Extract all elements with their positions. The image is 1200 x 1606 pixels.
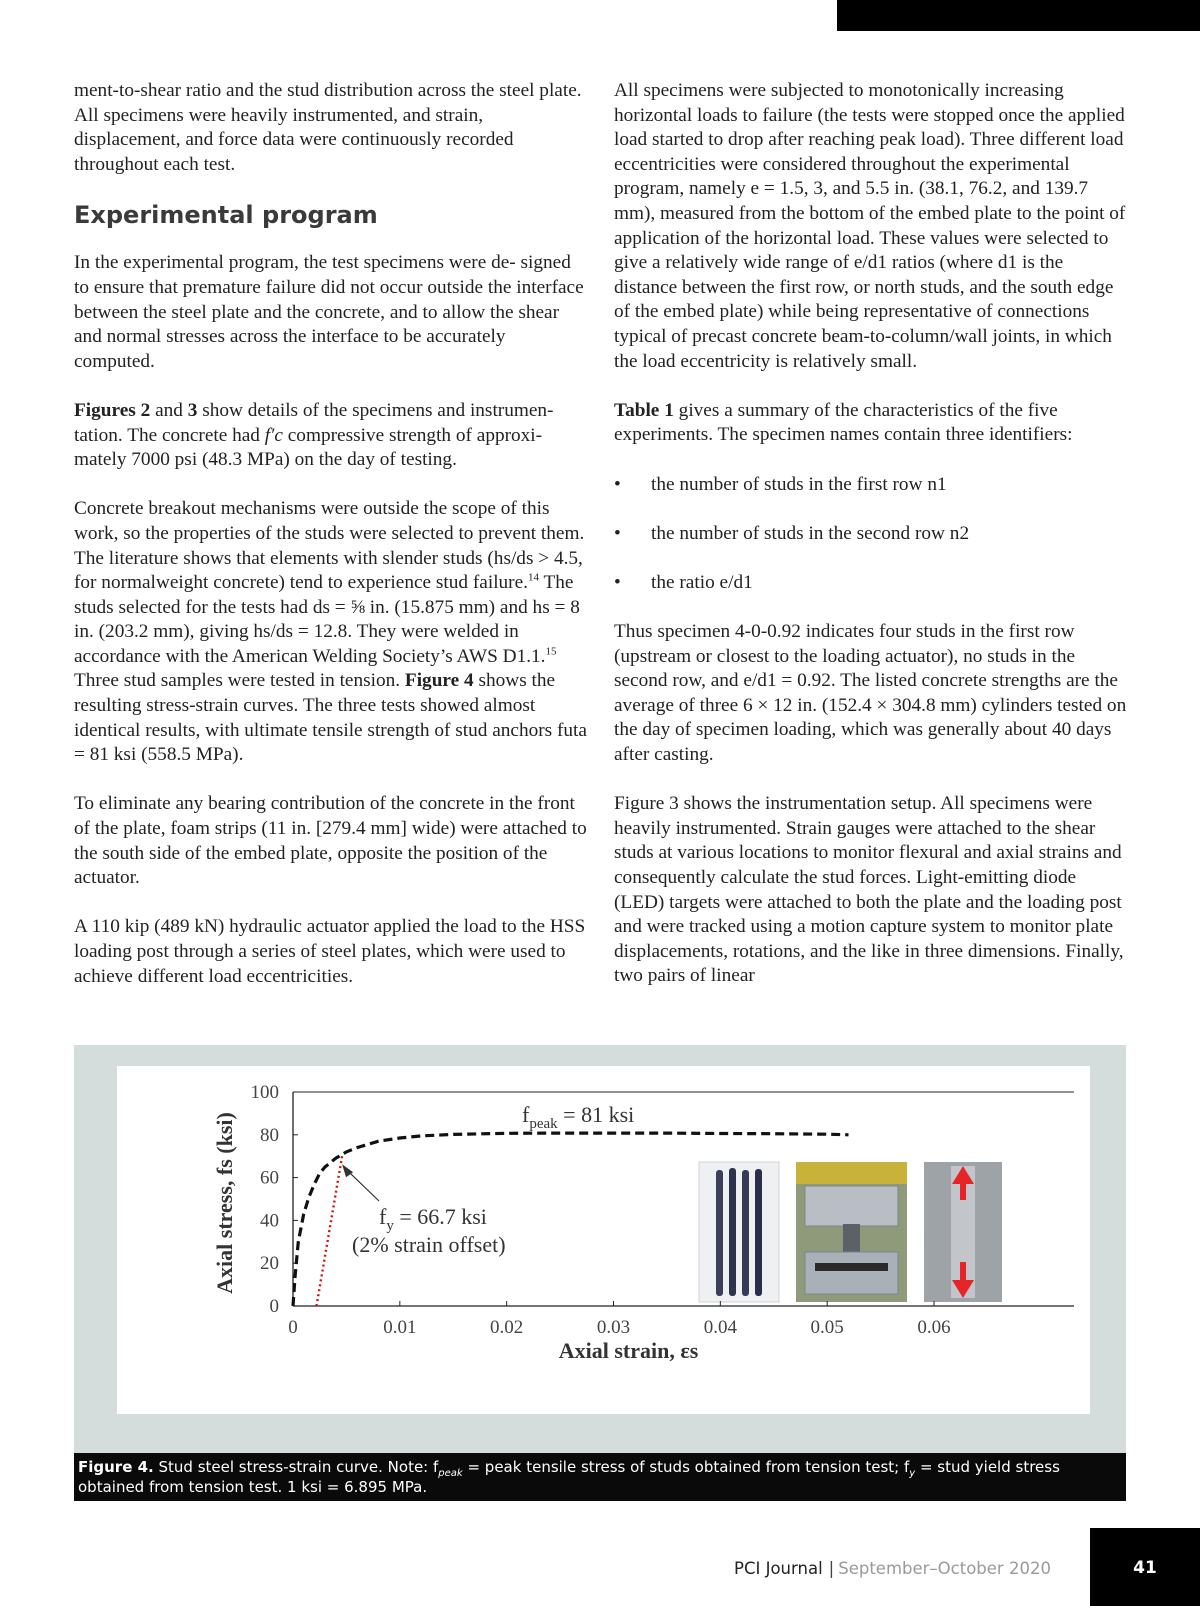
tension-test-photos <box>699 1162 1002 1302</box>
y-axis-label: Axial stress, fs (ksi) <box>212 1112 237 1294</box>
caption-label: Figure 4. <box>78 1458 154 1476</box>
x-tick-label: 0 <box>288 1317 298 1338</box>
fc-symbol: f′c <box>264 424 283 446</box>
right-column <box>614 79 1130 989</box>
x-tick-label: 0.04 <box>703 1317 737 1338</box>
strain-offset-label: (2% strain offset) <box>352 1232 506 1257</box>
peak-stress-label: $f_{peak} = 81$ ksi <box>522 1102 635 1132</box>
page-number: 41 <box>1133 1558 1157 1578</box>
left-paragraph-3: Figures 2 and 3 show details of the specimens and instrumen- tation. The concrete had f′c compressive strength of approxi- mately 7000 psi (48.3 MPa) on the day of testing. <box>74 399 554 471</box>
right-paragraph-3: Thus specimen 4-0-0.92 indicates four studs in the first row (upstream or closest to the loading actuator), no studs in the second row, and e/d1 = 0.92. The listed concrete strengths are the average of three 6 × 12 in. (152.4 × 304.8 mm) cylinders tested on the day of specimen loading, which was generally about 40 days after casting. <box>614 621 1127 766</box>
y-tick-label: 0 <box>269 1296 279 1317</box>
figure-4-chart-area <box>117 1066 1090 1414</box>
figure-3-ref[interactable]: 3 <box>187 399 198 421</box>
figure-caption: Figure 4. Stud steel stress-strain curve. Note: $f_{peak}$ = peak tensile stress of studs obtained from tension test; $f_y$ = stud yield stress obtained from tension test. 1 ksi = 6.895 MPa. <box>74 1453 1126 1501</box>
yield-stress-label: $f_y = 66.7$ ksi <box>379 1204 487 1234</box>
y-tick-label: 100 <box>250 1082 279 1103</box>
journal-name: PCI Journal <box>734 1559 823 1578</box>
reference-14[interactable]: 14 <box>528 571 539 584</box>
list-item: • the number of studs in the second row n2 <box>614 522 1130 547</box>
left-paragraph-6: A 110 kip (489 kN) hydraulic actuator applied the load to the HSS loading post through a series of steel plates, which were used to achieve different load eccentricities. <box>74 916 586 987</box>
y-tick-label: 80 <box>260 1124 279 1146</box>
header-black-bar <box>837 0 1200 31</box>
stress-strain-chart <box>117 1066 1090 1414</box>
x-tick-label: 0.02 <box>490 1317 524 1338</box>
right-paragraph-1: All specimens were subjected to monotonically increasing horizontal loads to failure (the tests were stopped once the applied load started to drop after reaching peak load). Three different load eccentricities were considered throughout the experimental program, namely e = 1.5, 3, and 5.5 in. (38.1, 76.2, and 139.7 mm), measured from the bottom of the embed plate to the point of application of the horizontal load. These values were selected to give a relatively wide range of e/d1 ratios (where d1 is the distance between the first row, or north studs, and the south edge of the embed plate) while being representative of connections typical of precast concrete beam-to-column/wall joints, in which the load eccentricity is relatively small. <box>614 80 1126 372</box>
journal-footer <box>734 1558 1064 1580</box>
y-tick-label: 20 <box>260 1253 279 1275</box>
right-paragraph-2: Table 1 gives a summary of the characteristics of the five experiments. The specimen names contain three identifiers: <box>614 399 1073 446</box>
x-tick-label: 0.03 <box>596 1317 631 1338</box>
figure-4-panel <box>74 1045 1126 1453</box>
x-tick-label: 0.06 <box>917 1317 951 1338</box>
table-1-ref[interactable]: Table 1 <box>614 399 674 421</box>
issue-date: September–October 2020 <box>838 1559 1051 1578</box>
identifier-list <box>614 473 1130 596</box>
left-paragraph-1: ment-to-shear ratio and the stud distribution across the steel plate. All specimens were heavily instrumented, and strain, displacement, and force data were continuously recorded throughout each test. <box>74 80 582 175</box>
stud-samples-photo <box>699 1162 779 1302</box>
left-paragraph-5: To eliminate any bearing contribution of the concrete in the front of the plate, foam strips (11 in. [279.4 mm] wide) were attached to the south side of the embed plate, opposite the position of the actuator. <box>74 793 587 889</box>
figure-2-ref[interactable]: Figures 2 <box>74 399 151 421</box>
tension-machine-photo <box>796 1162 907 1302</box>
y-tick-label: 60 <box>260 1167 279 1189</box>
list-item: • the ratio e/d1 <box>614 571 1130 596</box>
footer-separator: | <box>828 1559 835 1578</box>
specimen-closeup-photo <box>924 1162 1002 1302</box>
list-item: • the number of studs in the first row n1 <box>614 473 1130 498</box>
x-tick-label: 0.05 <box>810 1317 844 1338</box>
page-number-box <box>1090 1528 1200 1606</box>
x-tick-label: 0.01 <box>383 1317 417 1338</box>
figure-4-ref[interactable]: Figure 4 <box>404 670 474 692</box>
left-paragraph-4: Concrete breakout mechanisms were outside the scope of this work, so the properties of the studs were selected to prevent them. The literature shows that elements with slender studs (hs/ds > 4.5, for normalweight concrete) tend to experience stud failure.$^{14}$ The studs selected for the tests had ds = ⅝ in. (15.875 mm) and hs = 8 in. (203.2 mm), giving hs/ds = 12.8. They were welded in accordance with the American Welding Society’s AWS D1.1.15 Three stud samples were tested in tension. Figure 4 shows the resulting stress-strain curves. The three tests showed almost identical results, with ultimate tensile strength of stud anchors futa = 81 ksi (558.5 MPa). <box>74 498 587 766</box>
left-paragraph-2: In the experimental program, the test specimens were de- signed to ensure that premature failure did not occur outside the interface between the steel plate and the concrete, and to allow the shear and normal stresses across the interface to be accurately computed. <box>74 252 584 372</box>
section-heading: Experimental program <box>74 201 378 230</box>
x-axis-label: Axial strain, εs <box>558 1338 699 1363</box>
right-paragraph-4: Figure 3 shows the instrumentation setup. All specimens were heavily instrumented. Strain gauges were attached to the shear studs at various locations to monitor flexural and axial strains and consequently calculate the stud forces. Light-emitting diode (LED) targets were attached to both the plate and the loading post and were tracked using a motion capture system to monitor plate displacements, rotations, and the like in three dimensions. Finally, two pairs of linear <box>614 793 1124 987</box>
reference-15[interactable]: 15 <box>545 645 557 658</box>
left-column <box>74 79 590 989</box>
y-tick-label: 40 <box>260 1210 279 1232</box>
